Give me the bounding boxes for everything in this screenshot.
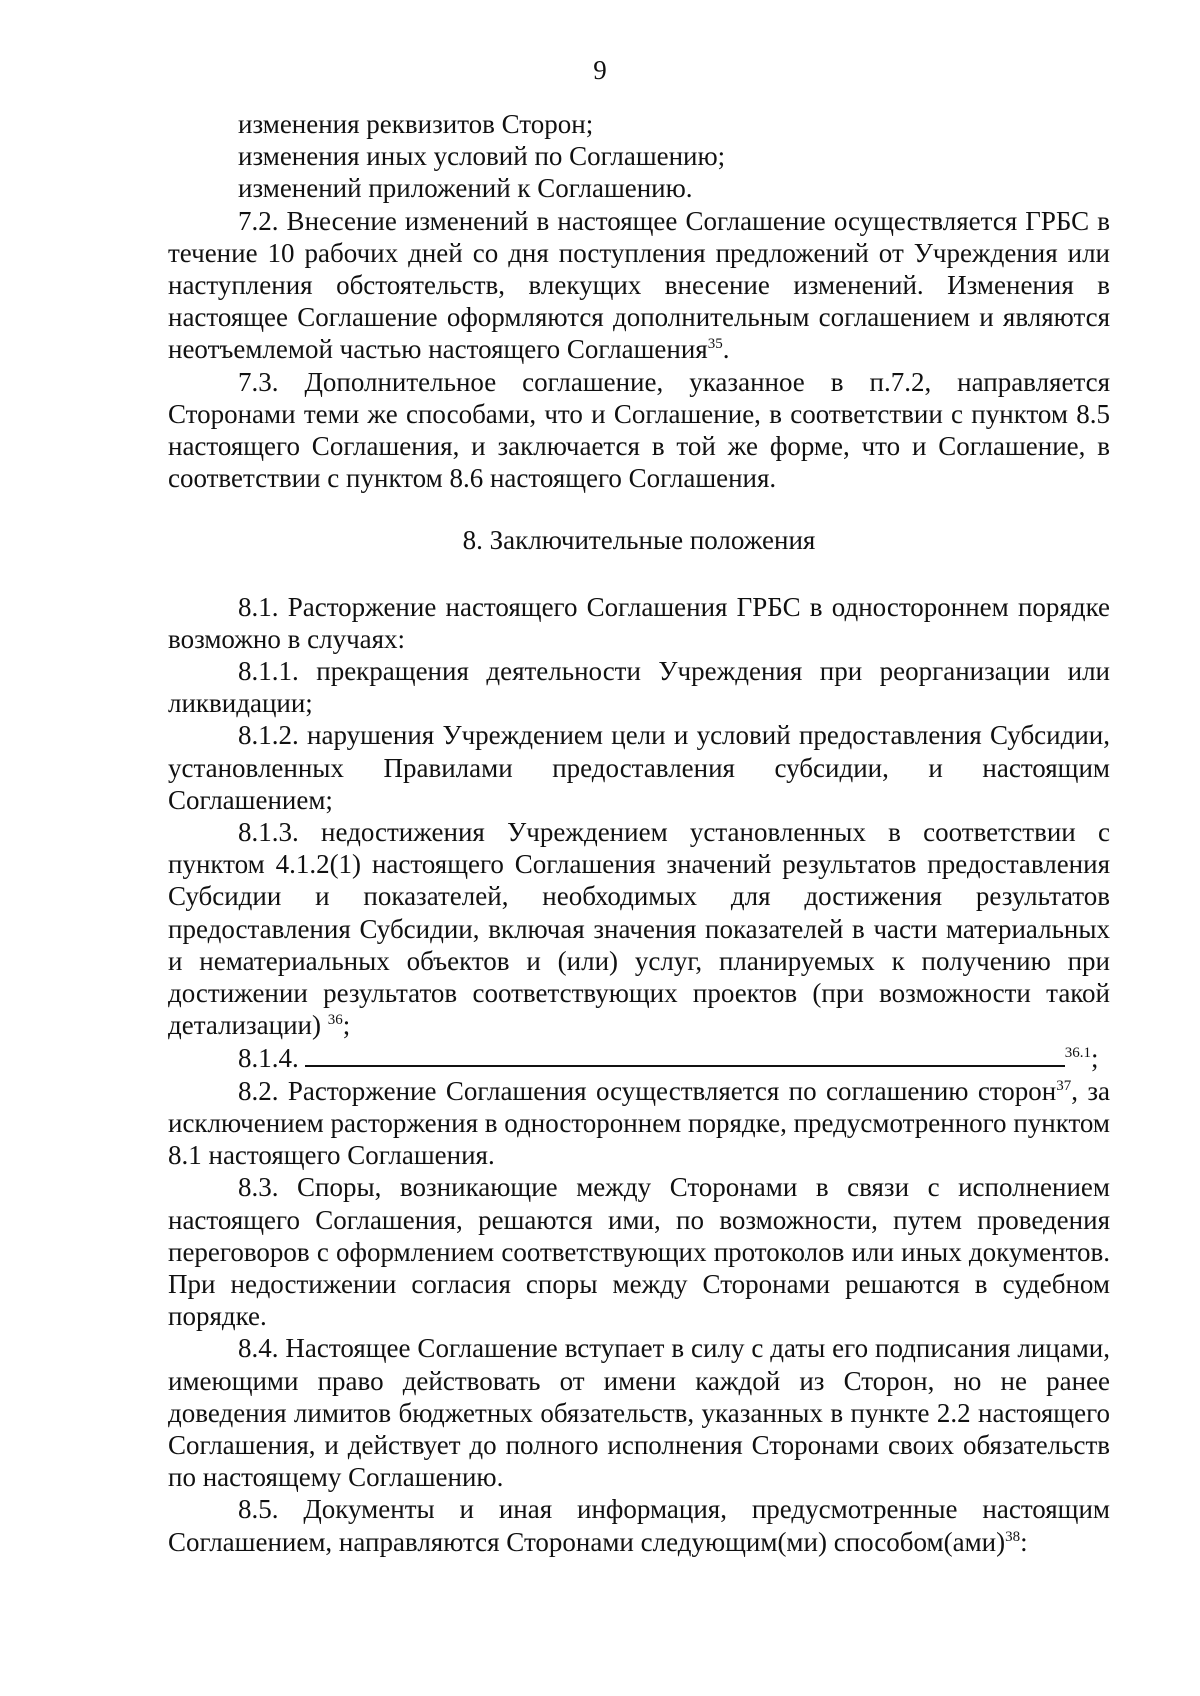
footnote-ref-36-1: 36.1 [1064,1045,1091,1062]
paragraph-8-1-3: 8.1.3. недостижения Учреждением установленных в соответствии с пунктом 4.1.2(1) настоящего Соглашения значений результатов предоставления Субсидии и показателей, необходимых для достижения результатов предоставления Субсидии, включая значения показателей в части материальных и нематериальных объектов и (или) услуг, планируемых к получению при достижении результатов соответствующих проектов (при возможности такой детализации) $^{36}$; [168,817,1110,1041]
footnote-ref-38: 38 [1005,1528,1021,1545]
list-item: изменения иных условий по Соглашению; [238,141,726,172]
page-number: 9 [593,55,607,85]
paragraph-8-1: 8.1. Расторжение настоящего Соглашения ГРБС в одностороннем порядке возможно в случаях: [168,591,1110,654]
footnote-ref-35: 35 [707,336,723,353]
blank-fill-line [305,1041,1065,1067]
paragraph-8-4: 8.4. Настоящее Соглашение вступает в силу с даты его подписания лицами, имеющими право действовать от имени каждой из Сторон, но не ранее доведения лимитов бюджетных обязательств, указанных в пункте 2.2 настоящего Соглашения, и действует до полного исполнения Сторонами своих обязательств по настоящему Соглашению. [168,1333,1110,1493]
paragraph-8-1-1: 8.1.1. прекращения деятельности Учреждения при реорганизации или ликвидации; [168,656,1110,719]
paragraph-8-2: 8.2. Расторжение Соглашения осуществляется по соглашению сторон$^{37}$, за исключением расторжения в одностороннем порядке, предусмотренного пунктом 8.1 настоящего Соглашения. [168,1075,1111,1171]
paragraph-8-3: 8.3. Споры, возникающие между Сторонами в связи с исполнением настоящего Соглашения, решаются ими, по возможности, путем проведения переговоров с оформлением соответствующих протоколов или иных документов. При недостижении согласия споры между Сторонами решаются в судебном порядке. [168,1172,1110,1332]
paragraph-7-2: 7.2. Внесение изменений в настоящее Соглашение осуществляется ГРБС в течение 10 рабочих дней со дня поступления предложений от Учреждения или наступления обстоятельств, влекущих внесение изменений. Изменения в настоящее Соглашение оформляются дополнительным соглашением и являются неотъемлемой частью настоящего Соглашения$^{35}$. [168,205,1110,365]
footnote-ref-37: 37 [1056,1077,1072,1094]
document-body [168,108,1110,1558]
list-item: изменений приложений к Соглашению. [238,173,693,204]
paragraph-8-5: 8.5. Документы и иная информация, предусмотренные настоящим Соглашением, направляются Сторонами следующим(ми) способом(ами)$^{38}$: [168,1494,1110,1557]
section-heading: 8. Заключительные положения [462,525,816,556]
footnote-ref-36: 36 [327,1012,343,1029]
paragraph-8-1-4: 8.1.4. $^{36.1}$; [238,1043,1099,1074]
paragraph-8-1-2: 8.1.2. нарушения Учреждением цели и условий предоставления Субсидии, установленных Правилами предоставления субсидии, и настоящим Соглашением; [168,720,1110,815]
list-item: изменения реквизитов Сторон; [238,109,594,139]
paragraph-7-3: 7.3. Дополнительное соглашение, указанное в п.7.2, направляется Сторонами теми же способами, что и Соглашение, в соответствии с пунктом 8.5 настоящего Соглашения, и заключается в той же форме, что и Соглашение, в соответствии с пунктом 8.6 настоящего Соглашения. [168,366,1110,494]
